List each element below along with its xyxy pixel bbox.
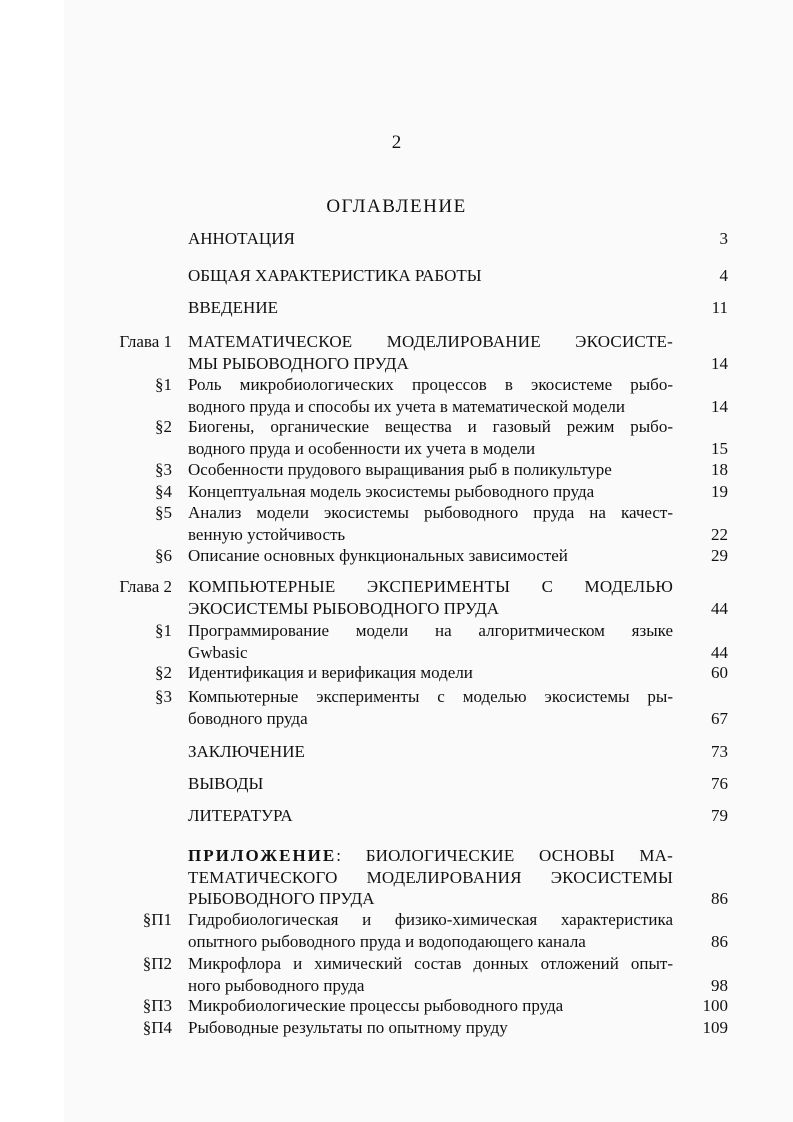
entry-label: §6 [155,546,172,565]
entry-title: ВВЕДЕНИЕ [188,298,278,317]
entry-title: АННОТАЦИЯ [188,229,295,248]
entry-page: 60 [711,663,728,682]
toc-entry-conclusion[interactable] [108,741,728,763]
entry-page: 98 [711,975,728,995]
entry-title-line: МЫ РЫБОВОДНОГО ПРУДА [188,353,409,373]
entry-label: §3 [155,460,172,479]
entry-label: §3 [155,687,172,706]
toc-entry-chapter-1[interactable] [108,331,728,374]
entry-title-line: Рыбоводные результаты по опытному пруду [188,1018,508,1037]
toc-entry-ch1-sec4[interactable] [108,481,728,503]
entry-label: §П2 [142,954,172,973]
entry-page: 29 [711,546,728,565]
entry-page: 14 [711,396,728,416]
entry-page: 44 [711,642,728,662]
entry-title-line: водного пруда и особенности их учета в модели [188,438,536,458]
toc-entry-chapter-2[interactable] [108,576,728,619]
entry-page: 22 [711,524,728,544]
entry-page: 11 [711,298,728,317]
entry-label: §П4 [142,1018,172,1037]
toc-entry-ch1-sec6[interactable] [108,545,728,567]
entry-label: Глава 2 [119,577,172,596]
entry-label: §5 [155,503,172,522]
toc-entry-appendix[interactable] [108,845,728,910]
entry-title: ЗАКЛЮЧЕНИЕ [188,742,305,761]
toc-entry-ch1-sec5[interactable] [108,502,728,545]
entry-page: 86 [711,889,728,908]
entry-title-line: : БИОЛОГИЧЕСКИЕ ОСНОВЫ МА- [336,846,673,865]
entry-title: ОБЩАЯ ХАРАКТЕРИСТИКА РАБОТЫ [188,266,482,285]
entry-title-line: опытного рыбоводного пруда и водоподающего канала [188,931,586,951]
toc-entry-ch2-sec1[interactable] [108,620,728,663]
entry-title-line: водного пруда и способы их учета в математической модели [188,396,625,416]
entry-label: Глава 1 [119,332,172,351]
toc-entry-ch1-sec2[interactable] [108,416,728,459]
entry-title-line: Gwbasic [188,642,248,662]
toc-entry-annotation[interactable] [108,228,728,250]
entry-label: §1 [155,375,172,394]
toc-entry-ch2-sec2[interactable] [108,662,728,684]
entry-title-line: Особенности прудового выращивания рыб в поликультуре [188,460,612,479]
page-number: 2 [391,132,402,153]
entry-label: §1 [155,621,172,640]
entry-label: §П3 [142,996,172,1015]
entry-page: 19 [711,482,728,501]
toc-entry-app-sec1[interactable] [108,909,728,952]
entry-title-line: МАТЕМАТИЧЕСКОЕ МОДЕЛИРОВАНИЕ ЭКОСИСТЕ- [188,332,673,351]
toc-entry-app-sec2[interactable] [108,953,728,996]
toc-entry-findings[interactable] [108,773,728,795]
entry-page: 67 [711,708,728,728]
entry-title-line: Описание основных функциональных зависимостей [188,546,568,565]
toc-entry-app-sec3[interactable] [108,995,728,1017]
entry-title-line: Роль микробиологических процессов в экосистеме рыбо- [188,375,673,394]
entry-label: §4 [155,482,172,501]
entry-label: §2 [155,417,172,436]
entry-title-line: ТЕМАТИЧЕСКОГО МОДЕЛИРОВАНИЯ ЭКОСИСТЕМЫ [188,867,673,887]
entry-title-line: Программирование модели на алгоритмическом языке [188,621,673,640]
entry-page: 4 [719,266,728,285]
entry-page: 79 [711,806,728,825]
entry-title-line: боводного пруда [188,708,308,728]
entry-title: ВЫВОДЫ [188,774,264,793]
entry-page: 14 [711,353,728,373]
entry-page: 73 [711,742,728,761]
toc-entry-literature[interactable] [108,805,728,827]
toc-entry-ch1-sec1[interactable] [108,374,728,417]
entry-title-line: РЫБОВОДНОГО ПРУДА [188,889,375,908]
entry-title-line: Анализ модели экосистемы рыбоводного пруда на качест- [188,503,673,522]
entry-title: ЛИТЕРАТУРА [188,806,293,825]
entry-page: 86 [711,931,728,951]
entry-title-line: Компьютерные эксперименты с моделью экосистемы ры- [188,687,673,706]
entry-title-line: Микробиологические процессы рыбоводного пруда [188,996,564,1015]
entry-label: §П1 [142,910,172,929]
entry-page: 109 [702,1018,728,1037]
toc-entry-ch1-sec3[interactable] [108,459,728,481]
entry-title-line: Микрофлора и химический состав донных отложений опыт- [188,954,673,973]
toc-entry-general-characteristics[interactable] [108,265,728,287]
entry-title-line: Концептуальная модель экосистемы рыбоводного пруда [188,482,595,501]
entry-page: 44 [711,598,728,618]
toc-entry-introduction[interactable] [108,297,728,319]
entry-title-line: венную устойчивость [188,524,346,544]
entry-title-line: Гидробиологическая и физико-химическая характеристика [188,910,673,929]
entry-label: §2 [155,663,172,682]
entry-title-line: ного рыбоводного пруда [188,975,365,995]
entry-title-line: ЭКОСИСТЕМЫ РЫБОВОДНОГО ПРУДА [188,598,500,618]
entry-page: 15 [711,438,728,458]
entry-page: 3 [719,229,728,248]
entry-title-line: КОМПЬЮТЕРНЫЕ ЭКСПЕРИМЕНТЫ С МОДЕЛЬЮ [188,577,673,596]
appendix-heading: ПРИЛОЖЕНИЕ [188,846,337,865]
entry-title-line: Идентификация и верификация модели [188,663,473,682]
toc-entry-app-sec4[interactable] [108,1017,728,1039]
toc-entry-ch2-sec3[interactable] [108,686,728,729]
entry-title-line: Биогены, органические вещества и газовый режим рыбо- [188,417,673,436]
entry-page: 100 [702,996,728,1015]
entry-page: 18 [711,460,728,479]
entry-page: 76 [711,774,728,793]
toc-title: ОГЛАВЛЕНИЕ [326,196,467,217]
